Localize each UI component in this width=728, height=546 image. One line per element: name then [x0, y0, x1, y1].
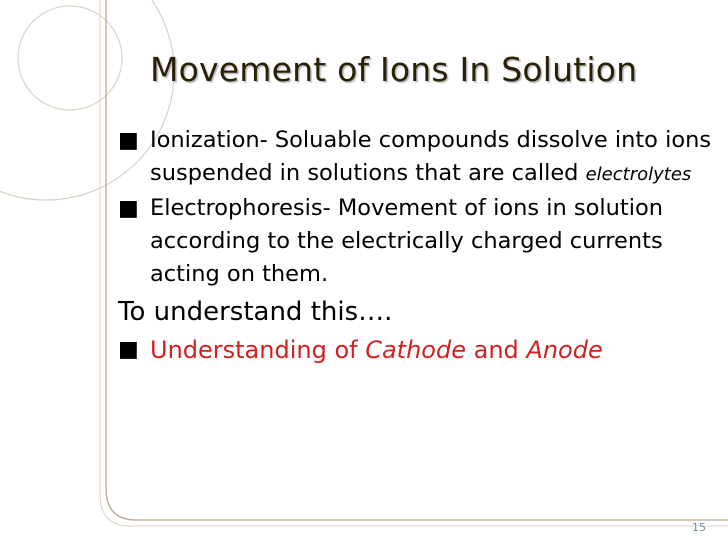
bullet-ionization-emphasis: electrolytes: [585, 164, 692, 185]
square-bullet-icon: ■: [118, 337, 139, 362]
red-bullet-part2: and: [466, 336, 527, 364]
bullet-cathode-anode: [118, 331, 713, 369]
slide-body: [118, 124, 713, 369]
bullet-electrophoresis: [118, 192, 713, 291]
slide-title: Movement of Ions In Solution: [150, 50, 638, 89]
square-bullet-icon: ■: [118, 128, 139, 153]
bullet-electrophoresis-text: Electrophoresis- Movement of ions in solution according to the electrically charged currents acting on them.: [150, 195, 663, 287]
bullet-ionization: [118, 124, 713, 191]
red-bullet-cathode: Cathode: [365, 336, 466, 364]
page-number: 15: [692, 521, 706, 534]
square-bullet-icon: ■: [118, 196, 139, 221]
red-bullet-part1: Understanding of: [150, 336, 366, 364]
bullet-ionization-text: Ionization- Soluable compounds dissolve into ions suspended in solutions that are called: [150, 127, 712, 186]
plain-line: To understand this….: [118, 297, 393, 327]
red-bullet-anode: Anode: [526, 336, 603, 364]
